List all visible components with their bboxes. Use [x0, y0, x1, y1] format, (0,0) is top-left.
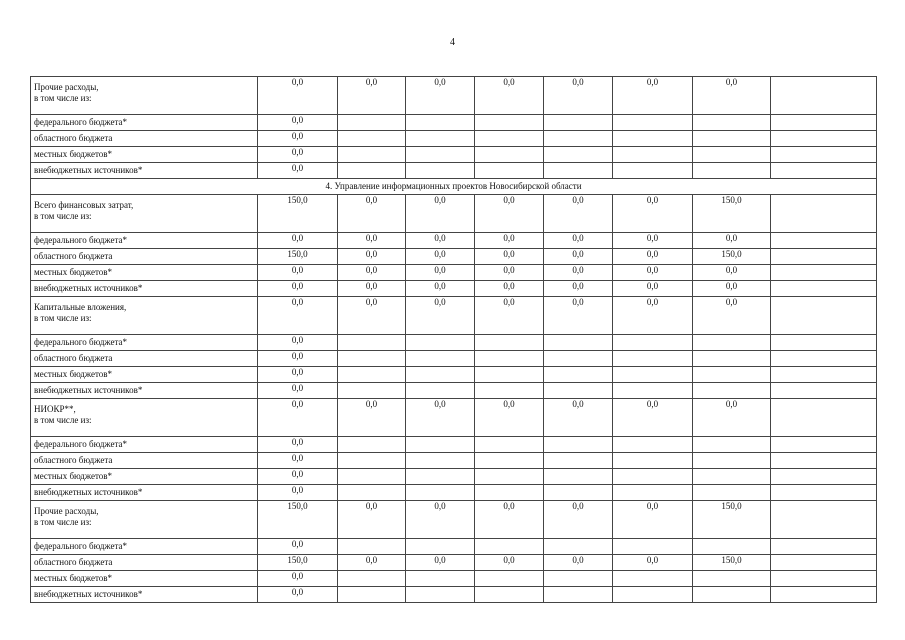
- value-cell: [693, 147, 771, 163]
- source-row: [31, 115, 877, 131]
- category-row: [31, 501, 877, 539]
- value-cell: [544, 571, 613, 587]
- value-cell: 0,0: [613, 501, 693, 539]
- row-label: [31, 195, 258, 233]
- value-cell: 0,0: [338, 297, 406, 335]
- source-row: [31, 555, 877, 571]
- value-cell: [338, 163, 406, 179]
- value-cell: [544, 469, 613, 485]
- value-cell: [613, 335, 693, 351]
- value-cell: 0,0: [338, 265, 406, 281]
- value-cell: 0,0: [544, 265, 613, 281]
- row-label: местных бюджетов*: [31, 147, 258, 163]
- source-row: [31, 249, 877, 265]
- value-cell: [613, 147, 693, 163]
- value-cell: 0,0: [475, 281, 544, 297]
- row-label-subline: в том числе из:: [34, 313, 92, 323]
- value-cell: [406, 115, 475, 131]
- value-cell: 0,0: [544, 77, 613, 115]
- value-cell: [613, 453, 693, 469]
- value-cell: 0,0: [258, 115, 338, 131]
- row-label: федерального бюджета*: [31, 115, 258, 131]
- value-cell: [475, 485, 544, 501]
- value-cell: [771, 539, 877, 555]
- value-cell: 150,0: [258, 195, 338, 233]
- value-cell: 0,0: [338, 77, 406, 115]
- value-cell: 0,0: [613, 555, 693, 571]
- value-cell: [338, 131, 406, 147]
- row-label: федерального бюджета*: [31, 335, 258, 351]
- value-cell: 0,0: [475, 265, 544, 281]
- row-label-line: Всего финансовых затрат,: [34, 200, 134, 210]
- row-label: местных бюджетов*: [31, 571, 258, 587]
- value-cell: [406, 335, 475, 351]
- value-cell: 0,0: [693, 265, 771, 281]
- value-cell: 0,0: [406, 77, 475, 115]
- value-cell: 0,0: [613, 265, 693, 281]
- value-cell: 0,0: [258, 265, 338, 281]
- value-cell: [544, 163, 613, 179]
- value-cell: [613, 163, 693, 179]
- value-cell: [544, 335, 613, 351]
- value-cell: 0,0: [338, 555, 406, 571]
- value-cell: 150,0: [258, 249, 338, 265]
- row-label: [31, 399, 258, 437]
- value-cell: [338, 437, 406, 453]
- value-cell: [693, 587, 771, 603]
- value-cell: 0,0: [693, 77, 771, 115]
- row-label: [31, 501, 258, 539]
- value-cell: 0,0: [693, 281, 771, 297]
- value-cell: [338, 485, 406, 501]
- value-cell: 0,0: [258, 351, 338, 367]
- value-cell: 150,0: [258, 555, 338, 571]
- row-label: внебюджетных источников*: [31, 281, 258, 297]
- value-cell: [693, 469, 771, 485]
- value-cell: [338, 147, 406, 163]
- value-cell: 0,0: [406, 555, 475, 571]
- value-cell: [693, 131, 771, 147]
- value-cell: [771, 233, 877, 249]
- value-cell: [544, 131, 613, 147]
- value-cell: 0,0: [475, 195, 544, 233]
- value-cell: [406, 485, 475, 501]
- value-cell: [613, 367, 693, 383]
- value-cell: 0,0: [544, 249, 613, 265]
- row-label: внебюджетных источников*: [31, 587, 258, 603]
- value-cell: 0,0: [406, 249, 475, 265]
- value-cell: [693, 163, 771, 179]
- value-cell: 0,0: [258, 147, 338, 163]
- value-cell: [406, 163, 475, 179]
- value-cell: [693, 539, 771, 555]
- value-cell: [693, 335, 771, 351]
- value-cell: 0,0: [406, 501, 475, 539]
- source-row: [31, 351, 877, 367]
- value-cell: [406, 539, 475, 555]
- value-cell: 0,0: [693, 297, 771, 335]
- value-cell: 0,0: [406, 281, 475, 297]
- value-cell: [475, 469, 544, 485]
- value-cell: 0,0: [613, 233, 693, 249]
- row-label: областного бюджета: [31, 131, 258, 147]
- value-cell: [544, 383, 613, 399]
- source-row: [31, 539, 877, 555]
- value-cell: [771, 335, 877, 351]
- value-cell: [771, 437, 877, 453]
- row-label-subline: в том числе из:: [34, 415, 92, 425]
- value-cell: [406, 587, 475, 603]
- row-label: [31, 77, 258, 115]
- value-cell: [338, 367, 406, 383]
- value-cell: [544, 351, 613, 367]
- value-cell: 0,0: [258, 469, 338, 485]
- value-cell: [544, 453, 613, 469]
- value-cell: 0,0: [544, 555, 613, 571]
- row-label-subline: в том числе из:: [34, 211, 92, 221]
- row-label: [31, 297, 258, 335]
- value-cell: [771, 453, 877, 469]
- value-cell: [544, 437, 613, 453]
- value-cell: [771, 297, 877, 335]
- value-cell: 0,0: [338, 233, 406, 249]
- value-cell: [406, 367, 475, 383]
- value-cell: [544, 367, 613, 383]
- value-cell: [771, 115, 877, 131]
- value-cell: 0,0: [258, 77, 338, 115]
- value-cell: [693, 115, 771, 131]
- value-cell: 0,0: [475, 233, 544, 249]
- value-cell: 0,0: [613, 195, 693, 233]
- row-label: внебюджетных источников*: [31, 485, 258, 501]
- source-row: [31, 265, 877, 281]
- value-cell: [544, 485, 613, 501]
- value-cell: [544, 147, 613, 163]
- value-cell: [475, 351, 544, 367]
- value-cell: [338, 469, 406, 485]
- source-row: [31, 437, 877, 453]
- source-row: [31, 131, 877, 147]
- source-row: [31, 453, 877, 469]
- value-cell: [771, 351, 877, 367]
- value-cell: 0,0: [475, 297, 544, 335]
- value-cell: 0,0: [258, 163, 338, 179]
- value-cell: [475, 131, 544, 147]
- page-number: 4: [450, 37, 455, 48]
- value-cell: [693, 367, 771, 383]
- value-cell: [338, 539, 406, 555]
- source-row: [31, 281, 877, 297]
- value-cell: 0,0: [338, 399, 406, 437]
- value-cell: [338, 383, 406, 399]
- value-cell: 0,0: [406, 233, 475, 249]
- value-cell: 0,0: [544, 501, 613, 539]
- value-cell: 0,0: [338, 501, 406, 539]
- value-cell: 150,0: [693, 555, 771, 571]
- value-cell: [771, 555, 877, 571]
- section-title: 4. Управление информационных проектов Новосибирской области: [31, 179, 877, 195]
- value-cell: 0,0: [258, 485, 338, 501]
- value-cell: [406, 147, 475, 163]
- source-row: [31, 335, 877, 351]
- category-row: [31, 195, 877, 233]
- value-cell: 0,0: [544, 233, 613, 249]
- value-cell: 150,0: [693, 249, 771, 265]
- value-cell: [771, 265, 877, 281]
- value-cell: [475, 453, 544, 469]
- value-cell: 0,0: [258, 297, 338, 335]
- value-cell: 0,0: [406, 195, 475, 233]
- value-cell: 0,0: [258, 367, 338, 383]
- value-cell: [613, 115, 693, 131]
- value-cell: [406, 131, 475, 147]
- value-cell: [475, 437, 544, 453]
- financing-table-body: [31, 77, 877, 603]
- value-cell: 0,0: [258, 437, 338, 453]
- value-cell: 0,0: [693, 233, 771, 249]
- row-label: областного бюджета: [31, 249, 258, 265]
- value-cell: [406, 453, 475, 469]
- value-cell: 0,0: [475, 77, 544, 115]
- value-cell: 0,0: [258, 539, 338, 555]
- value-cell: 0,0: [406, 297, 475, 335]
- row-label-line: Капитальные вложения,: [34, 302, 127, 312]
- value-cell: [771, 281, 877, 297]
- financing-table: [30, 76, 877, 603]
- value-cell: [544, 539, 613, 555]
- value-cell: 150,0: [693, 195, 771, 233]
- value-cell: 0,0: [613, 281, 693, 297]
- row-label: внебюджетных источников*: [31, 383, 258, 399]
- row-label: областного бюджета: [31, 453, 258, 469]
- value-cell: 0,0: [258, 453, 338, 469]
- source-row: [31, 383, 877, 399]
- value-cell: [693, 383, 771, 399]
- value-cell: [406, 383, 475, 399]
- value-cell: 0,0: [613, 249, 693, 265]
- value-cell: [338, 335, 406, 351]
- source-row: [31, 469, 877, 485]
- value-cell: 0,0: [613, 399, 693, 437]
- category-row: [31, 297, 877, 335]
- row-label: местных бюджетов*: [31, 469, 258, 485]
- value-cell: [771, 399, 877, 437]
- value-cell: [613, 587, 693, 603]
- value-cell: [693, 571, 771, 587]
- value-cell: 0,0: [258, 233, 338, 249]
- value-cell: [613, 383, 693, 399]
- value-cell: [771, 249, 877, 265]
- row-label: областного бюджета: [31, 351, 258, 367]
- row-label: местных бюджетов*: [31, 265, 258, 281]
- value-cell: [475, 335, 544, 351]
- row-label-subline: в том числе из:: [34, 517, 92, 527]
- value-cell: 0,0: [475, 555, 544, 571]
- value-cell: 0,0: [475, 399, 544, 437]
- value-cell: 0,0: [258, 399, 338, 437]
- value-cell: [693, 485, 771, 501]
- value-cell: [613, 131, 693, 147]
- value-cell: [475, 367, 544, 383]
- section-header-row: [31, 179, 877, 195]
- value-cell: 0,0: [693, 399, 771, 437]
- value-cell: 0,0: [613, 297, 693, 335]
- value-cell: 0,0: [338, 281, 406, 297]
- value-cell: [693, 351, 771, 367]
- value-cell: 0,0: [544, 297, 613, 335]
- value-cell: [338, 351, 406, 367]
- value-cell: [613, 469, 693, 485]
- value-cell: [771, 501, 877, 539]
- row-label-line: Прочие расходы,: [34, 82, 99, 92]
- value-cell: [406, 571, 475, 587]
- value-cell: 0,0: [406, 265, 475, 281]
- value-cell: [338, 571, 406, 587]
- value-cell: [613, 351, 693, 367]
- value-cell: [693, 437, 771, 453]
- source-row: [31, 163, 877, 179]
- value-cell: [338, 115, 406, 131]
- source-row: [31, 367, 877, 383]
- value-cell: [475, 115, 544, 131]
- value-cell: [771, 367, 877, 383]
- value-cell: 0,0: [338, 195, 406, 233]
- source-row: [31, 485, 877, 501]
- value-cell: [771, 485, 877, 501]
- value-cell: [771, 147, 877, 163]
- row-label: местных бюджетов*: [31, 367, 258, 383]
- source-row: [31, 587, 877, 603]
- value-cell: 0,0: [475, 249, 544, 265]
- row-label: областного бюджета: [31, 555, 258, 571]
- value-cell: 150,0: [258, 501, 338, 539]
- value-cell: 150,0: [693, 501, 771, 539]
- value-cell: [338, 453, 406, 469]
- value-cell: [406, 351, 475, 367]
- value-cell: [338, 587, 406, 603]
- row-label: федерального бюджета*: [31, 539, 258, 555]
- value-cell: [475, 539, 544, 555]
- value-cell: [771, 77, 877, 115]
- value-cell: 0,0: [544, 399, 613, 437]
- value-cell: [771, 571, 877, 587]
- row-label-line: НИОКР**,: [34, 404, 76, 414]
- value-cell: 0,0: [258, 131, 338, 147]
- value-cell: 0,0: [544, 195, 613, 233]
- value-cell: 0,0: [258, 335, 338, 351]
- value-cell: 0,0: [544, 281, 613, 297]
- row-label: федерального бюджета*: [31, 233, 258, 249]
- value-cell: [406, 437, 475, 453]
- row-label-subline: в том числе из:: [34, 93, 92, 103]
- value-cell: [771, 131, 877, 147]
- value-cell: [613, 485, 693, 501]
- category-row: [31, 399, 877, 437]
- value-cell: [475, 571, 544, 587]
- row-label: федерального бюджета*: [31, 437, 258, 453]
- value-cell: [475, 383, 544, 399]
- value-cell: 0,0: [258, 281, 338, 297]
- source-row: [31, 571, 877, 587]
- source-row: [31, 147, 877, 163]
- value-cell: 0,0: [258, 383, 338, 399]
- value-cell: [475, 587, 544, 603]
- value-cell: [406, 469, 475, 485]
- value-cell: [771, 163, 877, 179]
- value-cell: [475, 163, 544, 179]
- value-cell: [771, 195, 877, 233]
- value-cell: 0,0: [338, 249, 406, 265]
- value-cell: 0,0: [258, 571, 338, 587]
- category-row: [31, 77, 877, 115]
- value-cell: 0,0: [258, 587, 338, 603]
- source-row: [31, 233, 877, 249]
- value-cell: [475, 147, 544, 163]
- value-cell: [771, 587, 877, 603]
- value-cell: [771, 469, 877, 485]
- value-cell: [613, 571, 693, 587]
- value-cell: [613, 437, 693, 453]
- row-label-line: Прочие расходы,: [34, 506, 99, 516]
- value-cell: 0,0: [475, 501, 544, 539]
- value-cell: 0,0: [406, 399, 475, 437]
- value-cell: [544, 587, 613, 603]
- value-cell: [771, 383, 877, 399]
- value-cell: [544, 115, 613, 131]
- value-cell: [613, 539, 693, 555]
- value-cell: [693, 453, 771, 469]
- row-label: внебюджетных источников*: [31, 163, 258, 179]
- value-cell: 0,0: [613, 77, 693, 115]
